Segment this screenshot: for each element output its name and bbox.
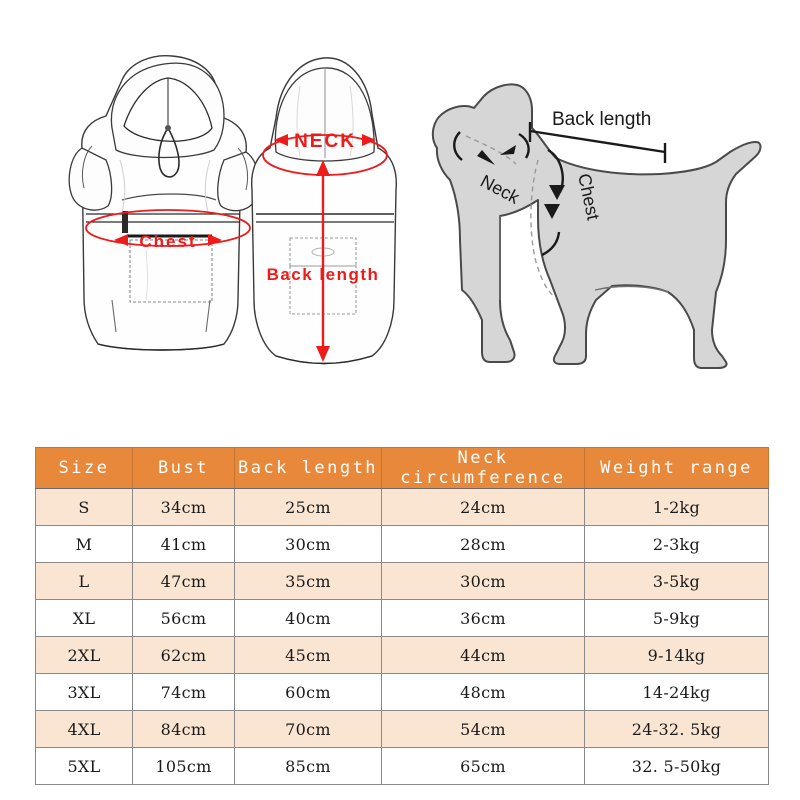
column-header-neck-circumference: Neck circumference [382,448,585,489]
cell-neck: 54cm [382,711,585,748]
column-header-back-length: Back length [235,448,382,489]
table-row [36,600,769,637]
cell-neck: 44cm [382,637,585,674]
cell-weight: 5-9kg [585,600,769,637]
cell-back-length: 70cm [235,711,382,748]
table-row [36,674,769,711]
table-row [36,637,769,674]
cell-back-length: 40cm [235,600,382,637]
cell-size: 5XL [36,748,133,785]
cell-back-length: 35cm [235,563,382,600]
cell-bust: 56cm [133,600,235,637]
cell-bust: 34cm [133,489,235,526]
cell-weight: 3-5kg [585,563,769,600]
dog-neck-label: Neck [477,170,523,208]
table-row [36,711,769,748]
dog-measurement-diagram [433,84,761,368]
cell-bust: 47cm [133,563,235,600]
cell-size: S [36,489,133,526]
chest-label-front: Chest [139,232,197,251]
cell-back-length: 30cm [235,526,382,563]
cell-weight: 9-14kg [585,637,769,674]
size-chart-container [35,447,768,785]
cell-neck: 65cm [382,748,585,785]
cell-size: L [36,563,133,600]
table-row [36,748,769,785]
coat-back-illustration [252,58,397,364]
cell-back-length: 85cm [235,748,382,785]
cell-weight: 14-24kg [585,674,769,711]
cell-bust: 74cm [133,674,235,711]
column-header-size: Size [36,448,133,489]
column-header-weight-range: Weight range [585,448,769,489]
dog-chest-label: Chest [574,171,604,222]
cell-size: 4XL [36,711,133,748]
cell-bust: 62cm [133,637,235,674]
table-row [36,489,769,526]
table-header-row [36,448,769,489]
size-chart-table [35,447,769,785]
table-row [36,526,769,563]
cell-neck: 24cm [382,489,585,526]
neck-label-back: NECK [294,131,356,152]
cell-size: 2XL [36,637,133,674]
dog-back-length-label: Back length [552,109,652,130]
cell-back-length: 60cm [235,674,382,711]
cell-bust: 105cm [133,748,235,785]
cell-neck: 30cm [382,563,585,600]
cell-size: XL [36,600,133,637]
column-header-bust: Bust [133,448,235,489]
cell-neck: 48cm [382,674,585,711]
cell-neck: 28cm [382,526,585,563]
coat-front-illustration [69,56,259,350]
cell-bust: 41cm [133,526,235,563]
cell-weight: 32. 5-50kg [585,748,769,785]
cell-back-length: 45cm [235,637,382,674]
cell-back-length: 25cm [235,489,382,526]
cell-neck: 36cm [382,600,585,637]
table-row [36,563,769,600]
back-length-label-back: Back length [266,265,380,284]
cell-size: M [36,526,133,563]
cell-weight: 2-3kg [585,526,769,563]
cell-weight: 1-2kg [585,489,769,526]
cell-bust: 84cm [133,711,235,748]
cell-size: 3XL [36,674,133,711]
cell-weight: 24-32. 5kg [585,711,769,748]
